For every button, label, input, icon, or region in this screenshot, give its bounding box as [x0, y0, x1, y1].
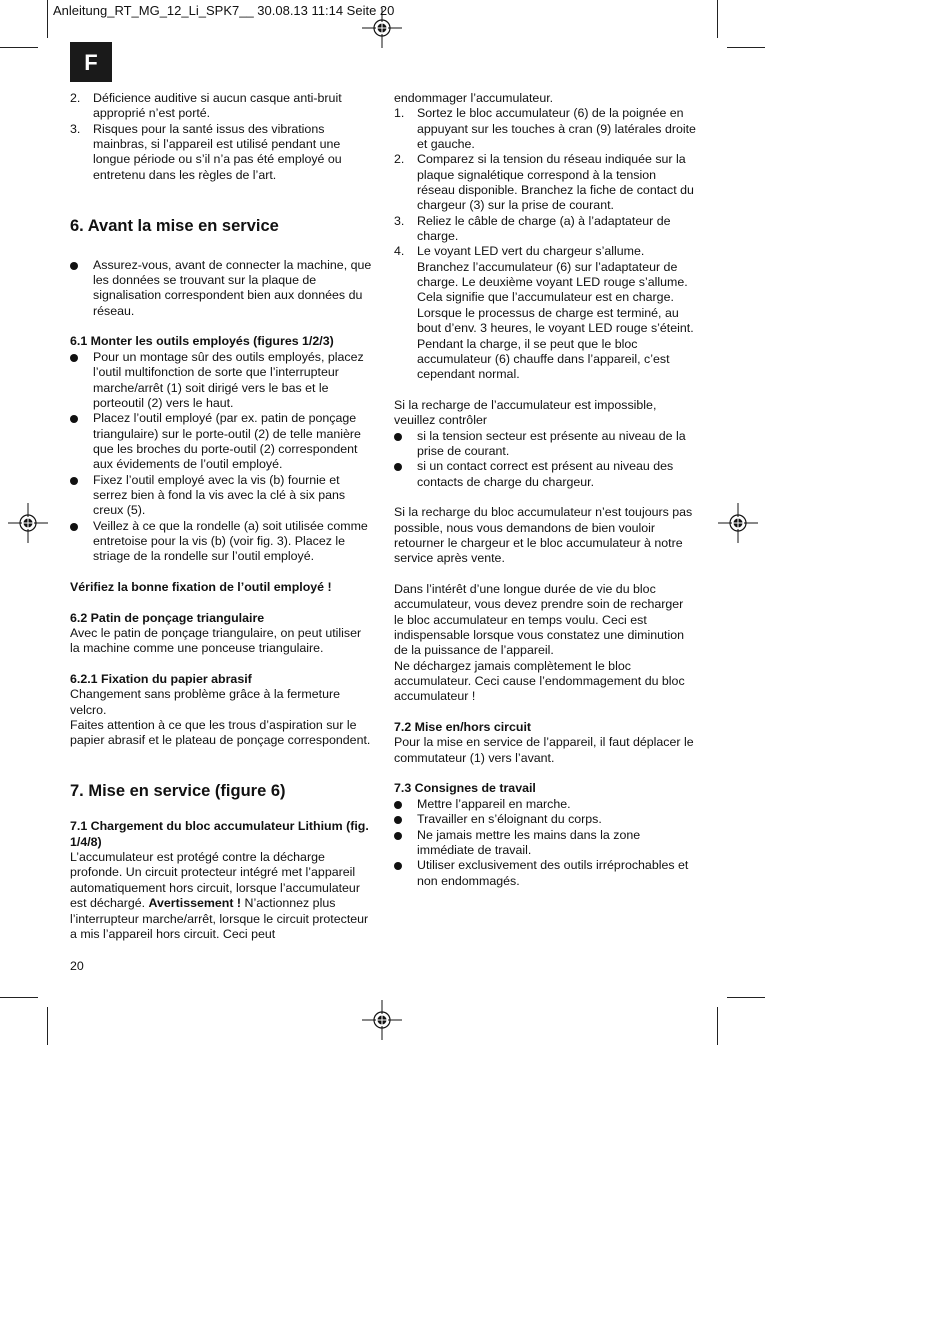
recharge-intro: Si la recharge de l’accumulateur est impossible, veuillez contrôler	[394, 397, 657, 428]
list-number: 2.	[70, 91, 81, 105]
bullet-icon	[394, 463, 402, 471]
bullet-text: Ne jamais mettre les mains dans la zone immédiate de travail.	[417, 827, 641, 857]
bullet-text: Assurez-vous, avant de connecter la machine, que les données se trouvant sur la plaque de signalisation correspondent bien aux données du réseau.	[93, 257, 372, 318]
section-6-2-1-heading: 6.2.1 Fixation du papier abrasif	[70, 672, 252, 687]
bullet-icon	[70, 523, 78, 531]
bullet-item	[70, 258, 372, 319]
list-text: Déficience auditive si aucun casque anti-bruit approprié n’est porté.	[93, 91, 342, 121]
bullet-item	[394, 858, 696, 889]
crop-mark	[0, 997, 38, 998]
step-number: 2.	[394, 152, 405, 167]
section-6-1-heading: 6.1 Monter les outils employés (figures 1/2/3)	[70, 334, 334, 349]
bullet-item	[394, 828, 696, 859]
bullet-text: Pour un montage sûr des outils employés, placez l’outil multifonction de sorte que l’interrupteur marche/arrêt (1) soit dirigé vers le bas et le porteoutil (2) vers le haut.	[93, 349, 364, 410]
registration-mark-top	[362, 8, 402, 48]
bullet-item	[394, 797, 696, 812]
step-item	[394, 106, 696, 152]
care-text: Ne déchargez jamais complètement le bloc accumulateur. Ceci cause l’endommagement du bloc accumulateur !	[394, 658, 685, 704]
step-item	[394, 152, 696, 213]
step-text: Le voyant LED vert du chargeur s’allume. Branchez l’accumulateur (6) sur l’adaptateur de charge. Le deuxième voyant LED rouge s’allume. Cela signifie que l’accumulateur est en charge. Lorsque le processus de charge est terminé, au bout d’env. 3 heures, le voyant LED rouge s’éteint. Pendant la charge, il se peut que le bloc accumulateur (6) chauffe dans l’appareil, c’est cependant normal.	[417, 244, 694, 382]
bullet-text: si un contact correct est présent au niveau des contacts de charge du chargeur.	[417, 459, 674, 489]
section-6-heading: 6. Avant la mise en service	[70, 216, 279, 235]
section-7-heading: 7. Mise en service (figure 6)	[70, 782, 286, 801]
bullet-icon	[394, 862, 402, 870]
step-item	[394, 244, 696, 382]
care-text: Dans l’intérêt d’une longue durée de vie du bloc accumulateur, vous devez prendre soin de recharger le bloc accumulateur en temps voulu. Ceci est indispensable lorsque vous constatez une diminution de la puissance de l’appareil.	[394, 582, 684, 658]
section-7-1-text-b: N’actionnez plus l’interrupteur marche/arrêt, lorsque le circuit protecteur a mis l’appareil hors circuit. Ceci peut	[70, 896, 369, 941]
continued-text: endommager l’accumulateur.	[394, 91, 554, 105]
bullet-text: Placez l’outil employé (par ex. patin de ponçage triangulaire) sur le porte-outil (2) de telle manière que les broches du porte-outil (2) correspondent aux évidements de l’outil employé.	[93, 411, 361, 472]
warning-label: Avertissement !	[148, 896, 242, 911]
list-item	[70, 122, 372, 183]
bullet-text: Mettre l’appareil en marche.	[417, 796, 571, 811]
section-7-1-text-a: L’accumulateur est protégé contre la décharge profonde. Un circuit protecteur intégré met l’appareil automatiquement hors circuit, lorsque l’accumulateur est déchargé.	[70, 850, 360, 911]
step-text: Reliez le câble de charge (a) à l’adaptateur de charge.	[417, 213, 671, 244]
bullet-icon	[394, 433, 402, 441]
language-badge: F	[70, 42, 112, 82]
service-text: Si la recharge du bloc accumulateur n’est toujours pas possible, nous vous demandons de bien vouloir retourner le chargeur et le bloc accumulateur à notre service après vente.	[394, 505, 693, 566]
section-7-2-text: Pour la mise en service de l’appareil, il faut déplacer le commutateur (1) vers l’avant.	[394, 735, 694, 765]
bullet-item	[70, 473, 372, 519]
step-text: Comparez si la tension du réseau indiquée sur la plaque signalétique correspond à la tension réseau disponible. Branchez la fiche de contact du chargeur (3) sur la prise de courant.	[417, 152, 694, 213]
right-column	[394, 91, 696, 889]
bullet-icon	[70, 262, 78, 270]
registration-mark-bottom	[362, 1000, 402, 1040]
step-text: Sortez le bloc accumulateur (6) de la poignée en appuyant sur les touches à cran (9) latérales droite et gauche.	[417, 106, 696, 152]
section-7-1-heading: 7.1 Chargement du bloc accumulateur Lithium (fig. 1/4/8)	[70, 819, 369, 849]
list-number: 3.	[70, 121, 81, 136]
section-6-2-heading: 6.2 Patin de ponçage triangulaire	[70, 610, 265, 625]
bullet-text: Travailler en s’éloignant du corps.	[417, 812, 602, 827]
bullet-item	[70, 519, 372, 565]
registration-mark-right	[718, 503, 758, 543]
bullet-icon	[70, 477, 78, 485]
check-note: Vérifiez la bonne fixation de l’outil employé !	[70, 579, 332, 594]
bullet-item	[394, 812, 696, 827]
section-7-1-text	[70, 850, 372, 942]
bullet-icon	[394, 816, 402, 824]
bullet-text: Fixez l’outil employé avec la vis (b) fournie et serrez bien à fond la vis avec la clé à six pans creux (5).	[93, 472, 346, 518]
crop-mark	[47, 1007, 48, 1045]
crop-mark	[717, 0, 718, 38]
step-item	[394, 214, 696, 245]
bullet-text: si la tension secteur est présente au niveau de la prise de courant.	[417, 428, 686, 458]
bullet-icon	[70, 415, 78, 423]
section-7-2-heading: 7.2 Mise en/hors circuit	[394, 720, 532, 735]
list-item	[70, 91, 372, 122]
section-6-2-1-text: Faites attention à ce que les trous d’aspiration sur le papier abrasif et le plateau de ponçage correspondent.	[70, 718, 371, 748]
bullet-icon	[70, 354, 78, 362]
left-column	[70, 91, 372, 942]
page-number: 20	[70, 959, 84, 973]
list-text: Risques pour la santé issus des vibrations mainbras, si l’appareil est utilisé pendant une longue période ou s’il n’a pas été employé ou entretenu dans les règles de l’art.	[93, 121, 342, 182]
crop-mark	[727, 47, 765, 48]
bullet-icon	[394, 832, 402, 840]
crop-mark	[47, 0, 48, 38]
step-number: 3.	[394, 213, 405, 228]
crop-mark	[727, 997, 765, 998]
crop-mark	[0, 47, 38, 48]
section-6-2-1-text: Changement sans problème grâce à la fermeture velcro.	[70, 687, 340, 717]
bullet-text: Utiliser exclusivement des outils irréprochables et non endommagés.	[417, 858, 689, 888]
step-number: 1.	[394, 106, 405, 121]
section-6-2-text: Avec le patin de ponçage triangulaire, on peut utiliser la machine comme une ponceuse triangulaire.	[70, 626, 362, 656]
step-number: 4.	[394, 244, 405, 259]
print-slug: Anleitung_RT_MG_12_Li_SPK7__ 30.08.13 11:14 Seite 20	[53, 3, 395, 18]
registration-mark-left	[8, 503, 48, 543]
bullet-icon	[394, 801, 402, 809]
bullet-item	[70, 411, 372, 472]
bullet-item	[394, 429, 696, 460]
crop-mark	[717, 1007, 718, 1045]
section-7-3-heading: 7.3 Consignes de travail	[394, 781, 536, 796]
bullet-item	[70, 350, 372, 411]
bullet-text: Veillez à ce que la rondelle (a) soit utilisée comme entretoise pour la vis (b) (voir fig. 3). Placez le striage de la rondelle sur l’outil employé.	[93, 518, 368, 564]
bullet-item	[394, 459, 696, 490]
